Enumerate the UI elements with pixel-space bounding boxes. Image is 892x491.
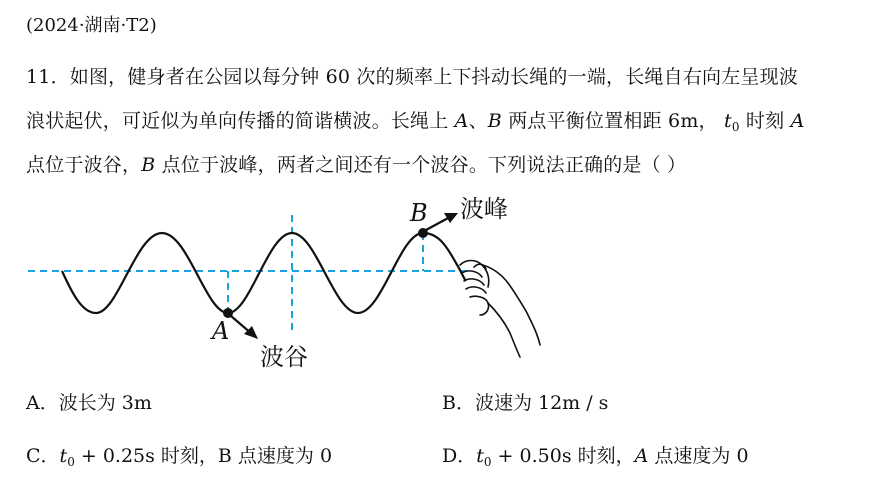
- label-b: B: [410, 199, 428, 227]
- question-line-1: 11．如图，健身者在公园以每分钟 60 次的频率上下抖动长绳的一端，长绳自右向左呈现波: [26, 66, 799, 88]
- option-b[interactable]: B．波速为 12m / s: [442, 392, 609, 414]
- wave-curve: [62, 233, 466, 313]
- option-d[interactable]: D．$t_0 + 0.50s$ 时刻，A 点速度为 0: [442, 445, 749, 469]
- arrow-b-line: [426, 217, 450, 230]
- question-line-2: 浪状起伏，可近似为单向传播的简谐横波。长绳上 A、B 两点平衡位置相距 6m， $t_0$ 时刻 A: [26, 110, 805, 134]
- question-line-3: 点位于波谷，B 点位于波峰，两者之间还有一个波谷。下列说法正确的是（ ）: [26, 154, 687, 176]
- crest-label: 波峰: [460, 195, 508, 223]
- option-a[interactable]: A．波长为 3m: [26, 392, 152, 414]
- label-a: A: [212, 317, 230, 345]
- trough-label: 波谷: [260, 343, 308, 371]
- option-c[interactable]: C．$t_0 + 0.25s$ 时刻，B 点速度为 0: [26, 445, 333, 469]
- wave-figure: [20, 193, 580, 373]
- hand-icon: [460, 261, 540, 358]
- source-tag: (2024·湖南·T2): [26, 15, 157, 36]
